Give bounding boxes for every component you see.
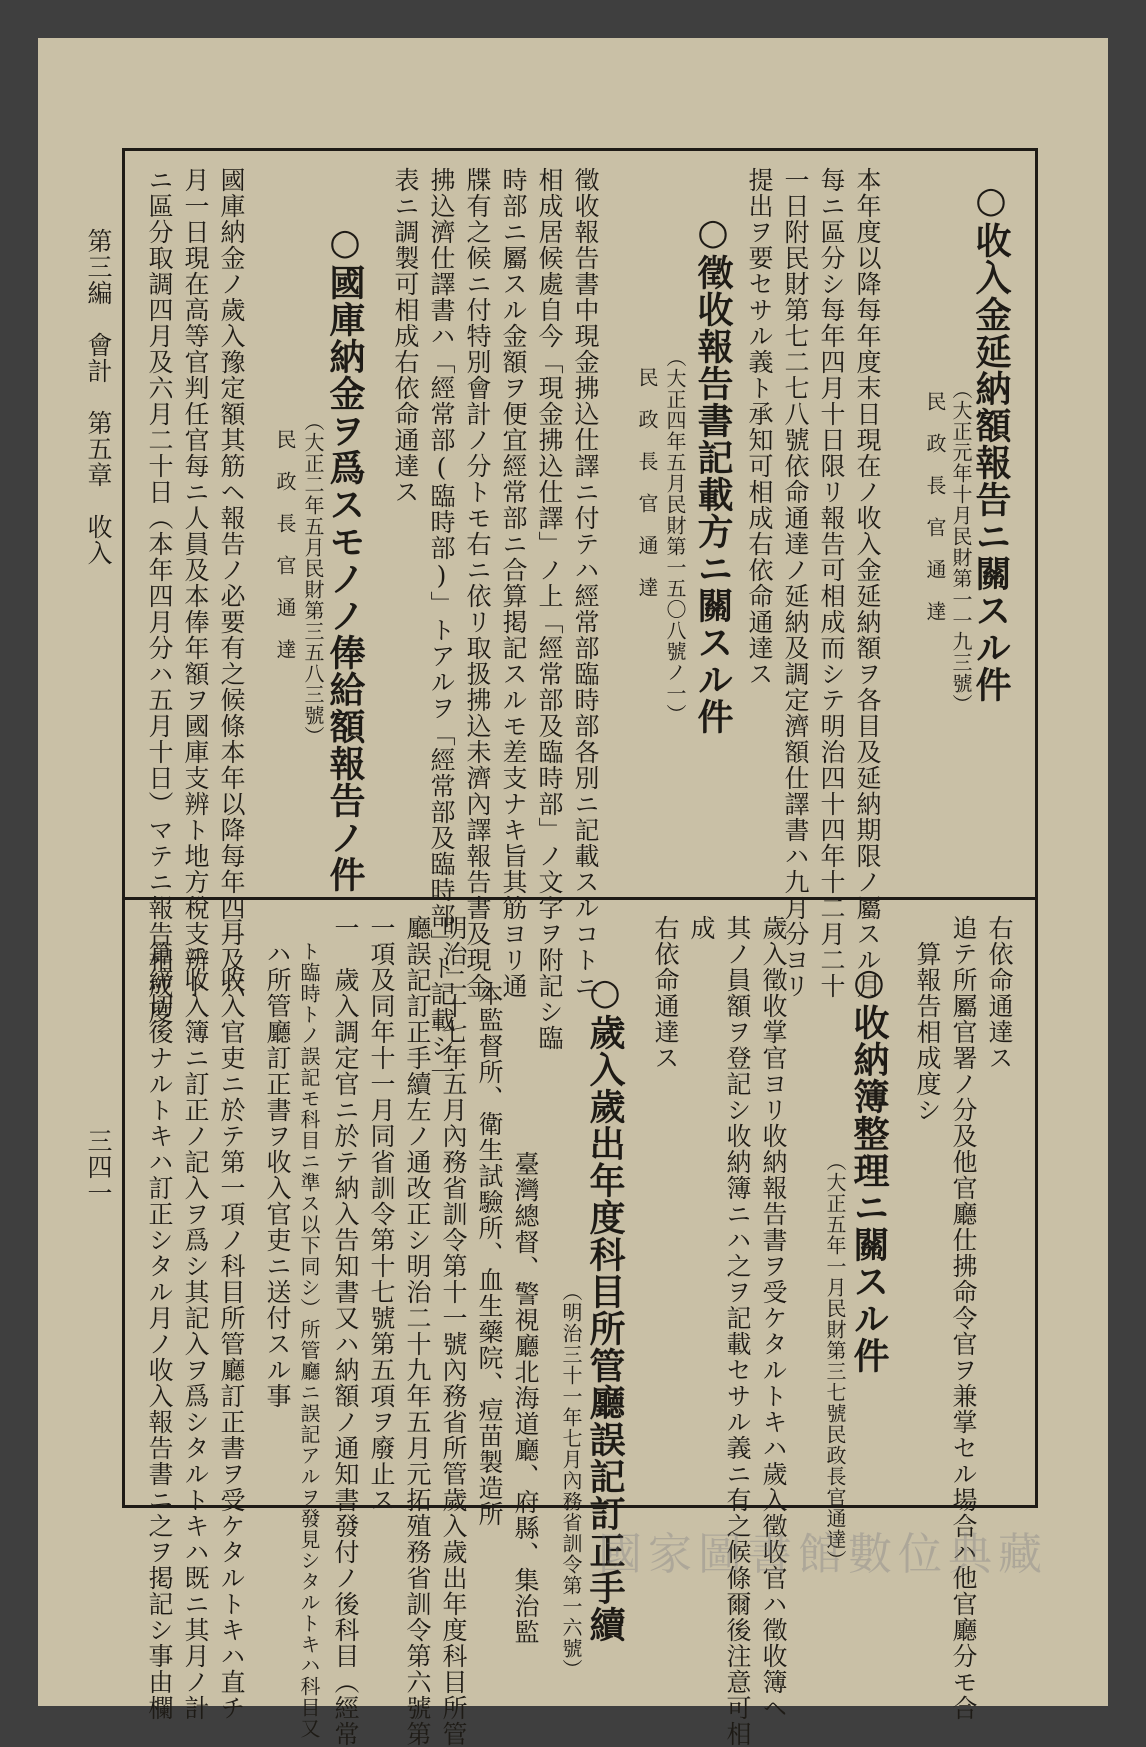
body-line: 牒有之候ニ付特別會計ノ分トモ右ニ依リ取扱拂込未濟內譯報告書及現金: [463, 167, 492, 999]
body-line: 廳誤記訂正手續左ノ通改正シ明治二十九年五月元拓殖務省訓令第六號第: [403, 915, 432, 1747]
body-line: 一日附民財第七二七八號依命通達ノ延納及調定濟額仕譯書ハ九月分ヨリ: [781, 167, 810, 999]
body-line: 徵收報告書中現金拂込仕譯ニ付テハ經常部臨時部各別ニ記載スルコトニ: [571, 167, 600, 999]
article-citation: （明治三十一年七月內務省訓令第一六號）: [559, 1281, 583, 1680]
article-title: ○歲入歲出年度科目所管廳誤記訂正手續: [584, 971, 626, 1643]
article-citation: （大正五年一月民財第三七號民政長官通達）: [823, 1151, 847, 1571]
article-title: ○收納簿整理ニ關スル件: [848, 961, 890, 1374]
body-line: 表ニ調製可相成右依命通達ス: [391, 167, 420, 505]
article-title: ○收入金延納額報告ニ關スル件: [970, 179, 1012, 703]
article-issuer: 民 政 長 官 通 達: [635, 367, 659, 598]
body-line: 一 歲入調定官ニ於テ納入告知書又ハ納額ノ通知書發付ノ後科目（經常: [331, 915, 360, 1747]
article-issuer: 民 政 長 官 通 達: [273, 429, 297, 660]
article-title: ○國庫納金ヲ爲スモノノ俸給額報告ノ件: [324, 221, 366, 893]
body-line: 明治二十七年五月內務省訓令第十一號內務省所管歲入歲出年度科目所管: [439, 915, 468, 1747]
body-line: 算報告相成度シ: [913, 941, 942, 1123]
body-line: ニ收入簿ニ訂正ノ記入ヲ爲シ其記入ヲ爲シタルトキハ既ニ其月ノ計: [181, 941, 210, 1721]
body-line: 每ニ區分シ每年四月十日限リ報告可相成而シテ明治四十四年十二月二十: [817, 167, 846, 999]
body-line: 相成居候處自今「現金拂込仕譯」ノ上「經常部及臨時部」ノ文字ヲ附記シ臨: [535, 167, 564, 1051]
watermark: 國家圖書館數位典藏: [598, 1529, 1048, 1580]
body-line: 提出ヲ要セサル義ト承知可相成右依命通達ス: [745, 167, 774, 687]
body-line: 本年度以降每年度末日現在ノ收入金延納額ヲ各目及延納期限ノ屬スル月: [853, 167, 882, 999]
article-title: ○徵收報告書記載方ニ關スル件: [692, 211, 734, 735]
body-line: 月一日現在高等官判任官每ニ人員及本俸年額ヲ國庫支辨ト地方稅支辨ト: [181, 167, 210, 999]
body-line: 算締切後ナルトキハ訂正シタル月ノ收入報告書ニ之ヲ掲記シ事由欄: [145, 941, 174, 1721]
body-line: 本監督所、衛生試驗所、血生藥院、痘苗製造所: [475, 981, 504, 1527]
body-line: 右依命通達ス: [651, 915, 680, 1071]
body-line: ハ所管廳訂正書ヲ收入官吏ニ送付スル事: [263, 941, 292, 1409]
article-citation: （大正二年五月民財第三五八三號）: [301, 411, 325, 747]
body-line: 追テ所屬官署ノ分及他官廳仕拂命令官ヲ兼掌セル場合ハ他官廳分モ合: [949, 915, 978, 1721]
article-issuer: 民 政 長 官 通 達: [923, 391, 947, 622]
body-line: 國庫納金ノ歲入豫定額其筋ヘ報告ノ必要有之候條本年以降每年四月及六: [217, 167, 246, 999]
body-line: 二 收入官吏ニ於テ第一項ノ科目所管廳訂正書ヲ受ケタルトキハ直チ: [217, 915, 246, 1721]
body-line: 右依命通達ス: [985, 915, 1014, 1071]
body-line: 一項及同年十一月同省訓令第十七號第五項ヲ廢止ス: [367, 915, 396, 1513]
body-line: ト臨時トノ誤記モ科目ニ準ス以下同シ）所管廳ニ誤記アルヲ發見シタルトキハ科目又: [297, 941, 321, 1739]
body-line: 成: [687, 915, 716, 941]
body-line: 臺灣總督、警視廳北海道廳、府縣、集治監: [511, 1151, 540, 1645]
body-line: 歲入徵收掌官ヨリ收納報告書ヲ受ケタルトキハ歲入徵收官ハ徵收簿ヘ: [759, 915, 788, 1721]
page-number: 三四一: [84, 1128, 113, 1206]
body-line: 拂込濟仕譯書ハ「經常部(臨時部)」トアルヲ「經常部及臨時部」ト記載シ一: [427, 167, 456, 1085]
body-line: 其ノ員額ヲ登記シ收納簿ニハ之ヲ記載セサル義ニ有之候條爾後注意可相: [723, 915, 752, 1747]
body-line: ニ區分取調四月及六月二十日（本年四月分ハ五月十日）マテニ報告相成度: [145, 167, 174, 1025]
body-line: 時部ニ屬スル金額ヲ便宜經常部ニ合算掲記スルモ差支ナキ旨其筋ヨリ通: [499, 167, 528, 999]
article-citation: （大正四年五月民財第一五〇八號ノ一）: [663, 347, 687, 725]
running-header: 第三編 會計 第五章 收入: [84, 228, 113, 566]
article-citation: （大正元年十月民財第一一九三號）: [949, 379, 973, 715]
book-page: [38, 38, 1108, 1747]
